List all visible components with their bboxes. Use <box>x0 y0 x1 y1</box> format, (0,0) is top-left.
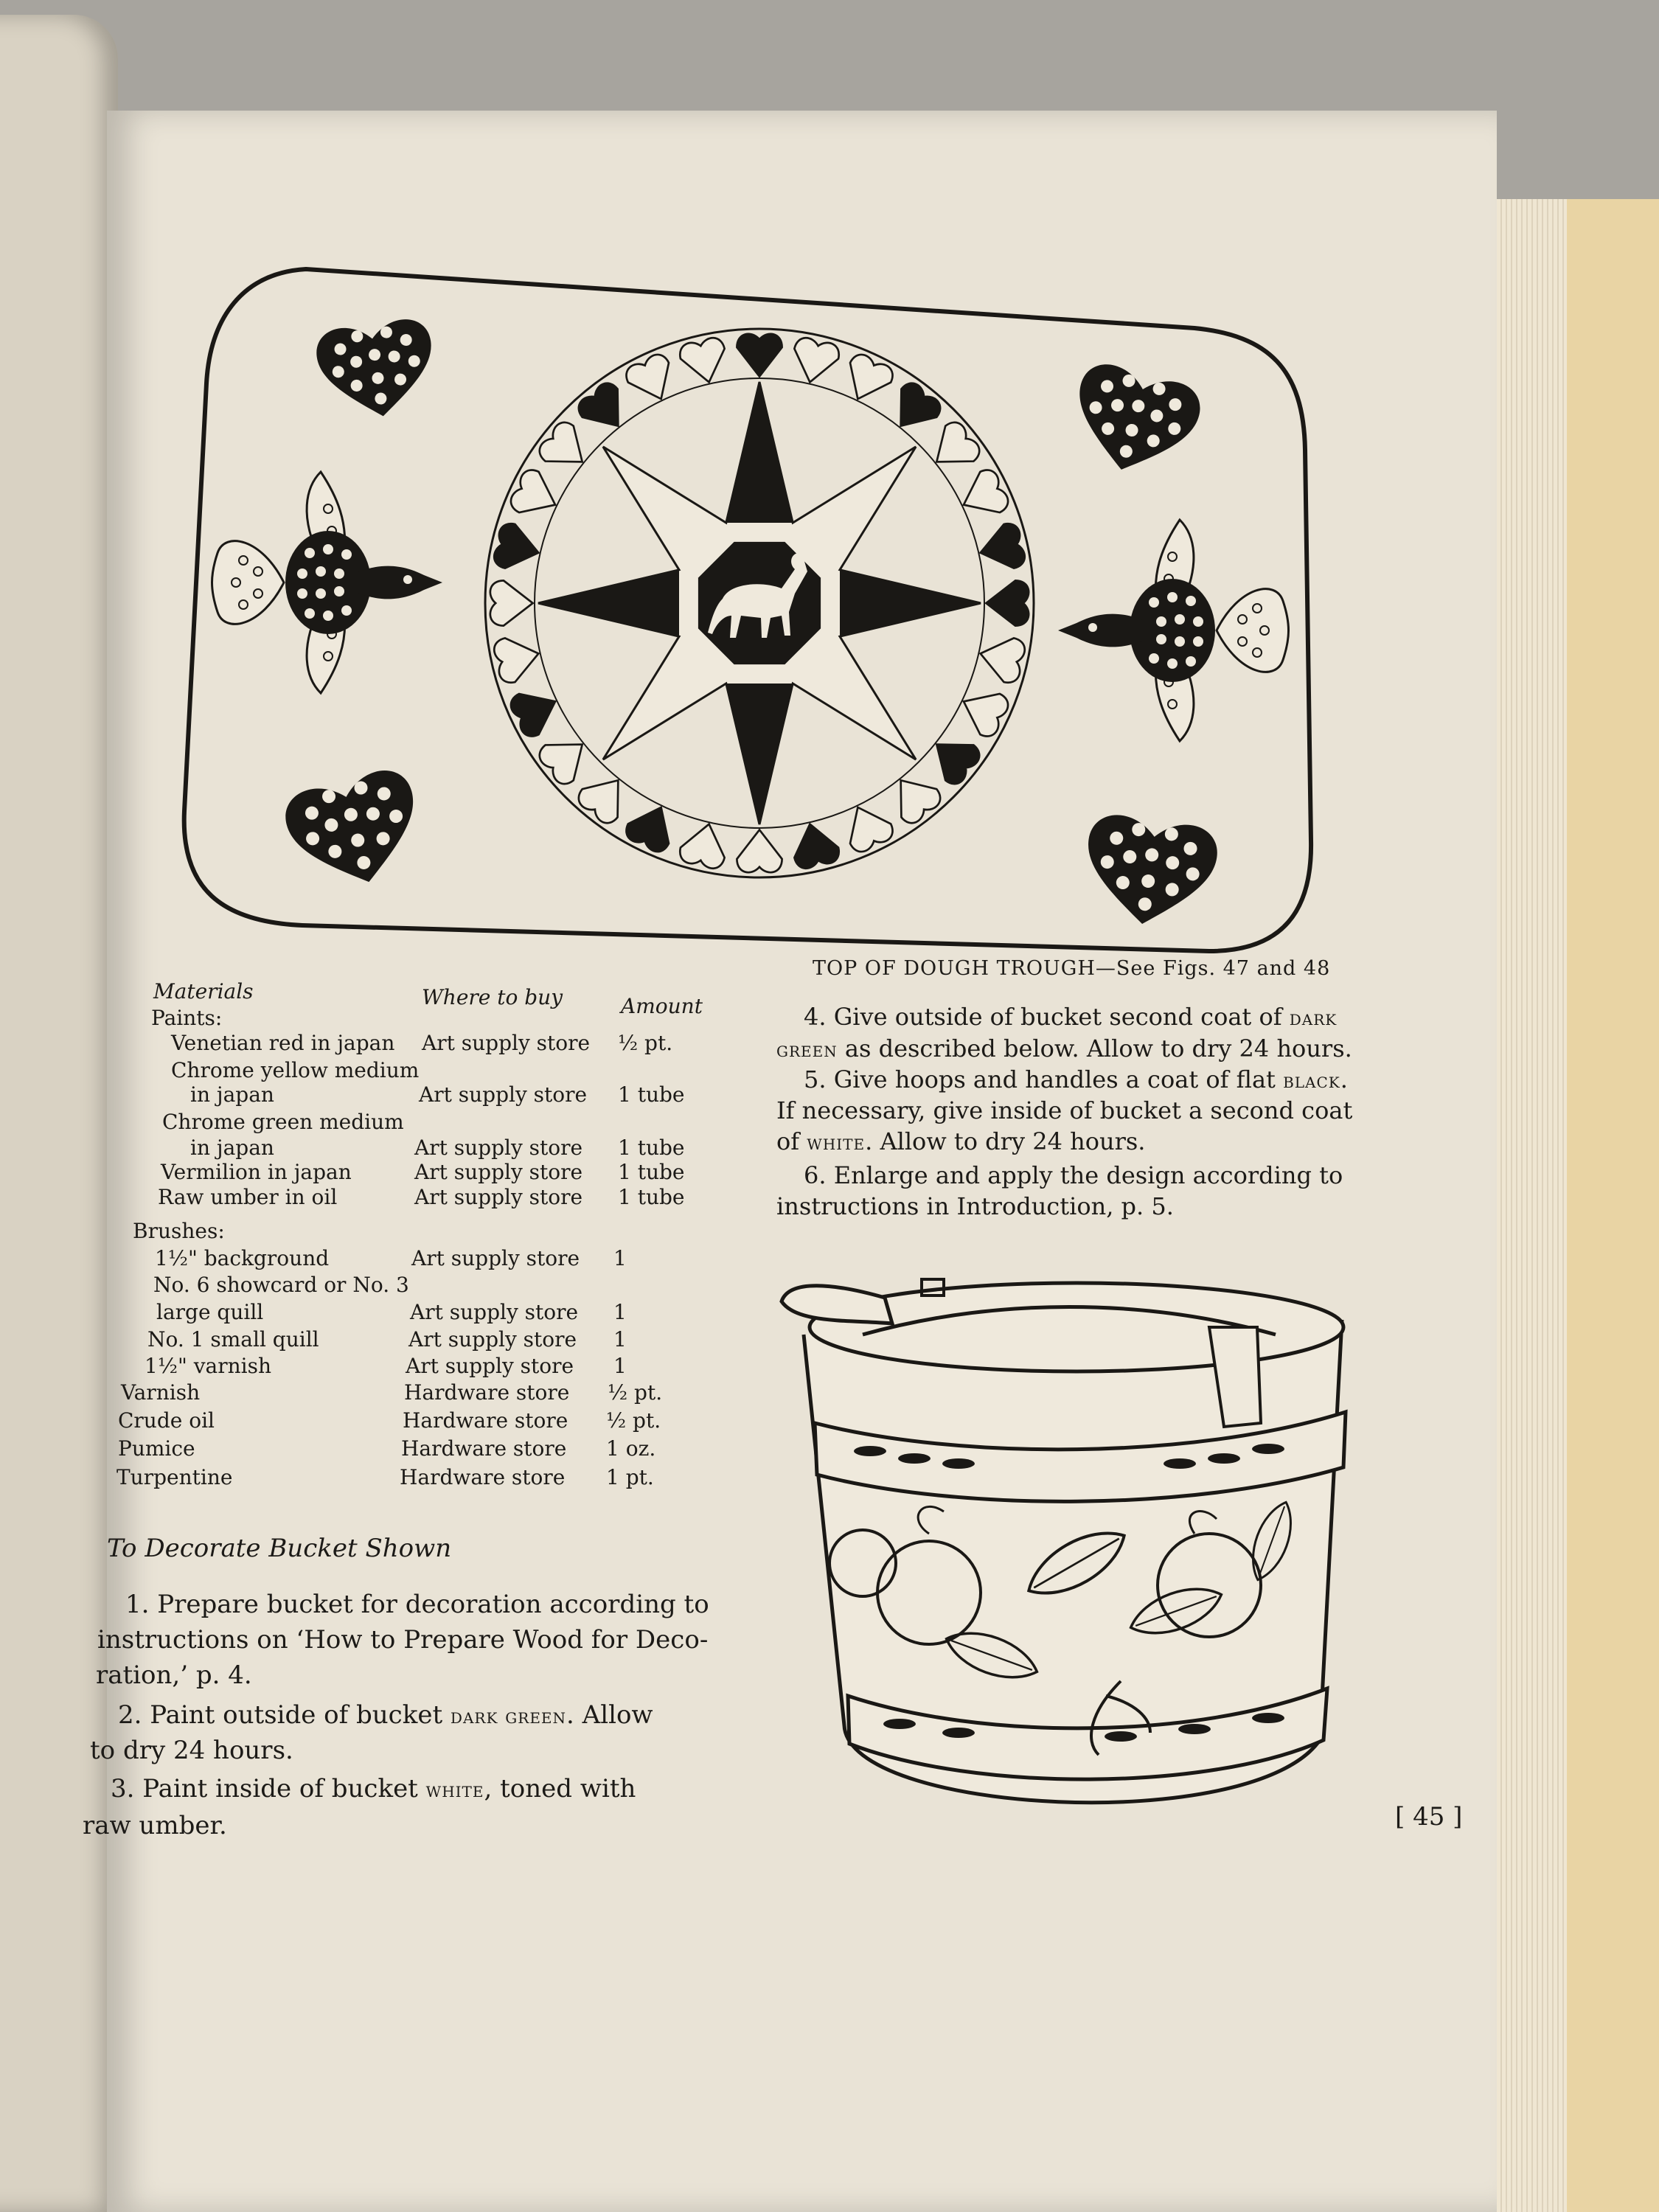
scallop <box>737 334 782 377</box>
material-amount: 1 tube <box>618 1160 685 1184</box>
material-item: Varnish <box>121 1380 201 1405</box>
material-item: Crude oil <box>118 1408 215 1433</box>
scallop <box>574 766 636 827</box>
material-source: Art supply store <box>410 1300 579 1324</box>
group-paints: Paints: <box>151 1006 223 1030</box>
material-source: Art supply store <box>411 1246 580 1270</box>
bird-left <box>212 472 443 693</box>
scallop <box>535 727 596 789</box>
material-item: Pumice <box>118 1436 195 1461</box>
material-amount: 1 <box>613 1246 627 1270</box>
step-4-line-1: 4. Give outside of bucket second coat of dark <box>804 1003 1338 1031</box>
material-source: Hardware store <box>400 1465 566 1489</box>
heart-bottom-right <box>1078 811 1221 933</box>
scallop <box>492 521 543 575</box>
scallop <box>788 819 842 871</box>
material-item: Chrome yellow medium <box>171 1058 420 1082</box>
step-5-line-1: 5. Give hoops and handles a coat of flat black. <box>804 1065 1348 1093</box>
scallop <box>883 378 945 439</box>
step-3-line-2: raw umber. <box>83 1811 227 1840</box>
material-source: Hardware store <box>403 1408 568 1433</box>
scallop <box>883 766 945 827</box>
star-point <box>538 570 679 636</box>
material-item: No. 1 small quill <box>147 1327 319 1352</box>
star-medallion <box>485 329 1034 877</box>
scallop <box>535 417 596 479</box>
scallop <box>986 580 1029 625</box>
step-2-line-2: to dry 24 hours. <box>90 1736 293 1765</box>
scallop <box>975 521 1027 575</box>
scallop <box>678 335 731 387</box>
section-heading: To Decorate Bucket Shown <box>107 1534 452 1563</box>
material-amount: ½ pt. <box>606 1408 661 1433</box>
step-1-line-2: instructions on ‘How to Prepare Wood for Deco- <box>97 1625 709 1655</box>
material-source: Art supply store <box>414 1160 583 1184</box>
heart-top-right <box>1062 358 1206 485</box>
material-item: 1½" background <box>155 1246 330 1270</box>
material-item: in japan <box>190 1082 274 1107</box>
step-5-line-2: If necessary, give inside of bucket a second coat <box>776 1096 1353 1124</box>
step-6-line-2: instructions in Introduction, p. 5. <box>776 1192 1174 1220</box>
material-item: large quill <box>156 1300 264 1324</box>
material-amount: 1 tube <box>618 1185 685 1209</box>
scallop <box>678 819 731 871</box>
material-amount: ½ pt. <box>618 1031 673 1055</box>
material-amount: 1 oz. <box>606 1436 656 1461</box>
page-number: [ 45 ] <box>1395 1802 1463 1832</box>
dough-trough-illustration <box>184 269 1311 951</box>
material-amount: 1 <box>613 1354 627 1378</box>
step-3-line-1: 3. Paint inside of bucket white, toned with <box>111 1774 636 1804</box>
heart-top-left <box>313 316 440 425</box>
material-item: Venetian red in japan <box>171 1031 395 1055</box>
scallop <box>975 632 1027 686</box>
scallop <box>490 580 533 625</box>
header-amount: Amount <box>621 994 703 1018</box>
group-brushes: Brushes: <box>133 1219 225 1243</box>
material-item: Raw umber in oil <box>158 1185 338 1209</box>
step-4-line-2: green as described below. Allow to dry 24 hours. <box>776 1034 1352 1062</box>
header-where-to-buy: Where to buy <box>422 985 563 1009</box>
step-1-line-3: ration,’ p. 4. <box>96 1660 252 1690</box>
star-point <box>726 382 793 523</box>
step-5-line-3: of white. Allow to dry 24 hours. <box>776 1127 1146 1155</box>
material-source: Art supply store <box>414 1185 583 1209</box>
material-item: Vermilion in japan <box>161 1160 352 1184</box>
scallop <box>922 417 984 479</box>
star-point <box>726 684 793 824</box>
material-source: Art supply store <box>422 1031 591 1055</box>
material-amount: 1 <box>613 1300 627 1324</box>
bucket-illustration <box>782 1279 1346 1803</box>
material-source: Art supply store <box>406 1354 574 1378</box>
material-source: Art supply store <box>414 1135 583 1160</box>
scallop <box>788 335 842 387</box>
material-source: Hardware store <box>401 1436 567 1461</box>
bird-right <box>1058 520 1289 741</box>
material-source: Art supply store <box>419 1082 588 1107</box>
step-2-line-1: 2. Paint outside of bucket dark green. Allow <box>118 1700 653 1730</box>
material-item: Chrome green medium <box>162 1110 404 1134</box>
step-6-line-1: 6. Enlarge and apply the design according to <box>804 1161 1343 1189</box>
heart-bottom-left <box>279 764 431 898</box>
material-item: in japan <box>190 1135 274 1160</box>
star-point <box>840 570 981 636</box>
material-amount: ½ pt. <box>608 1380 663 1405</box>
scallop <box>492 632 543 686</box>
figure-caption: TOP OF DOUGH TROUGH—See Figs. 47 and 48 <box>813 957 1331 980</box>
material-amount: 1 tube <box>618 1082 685 1107</box>
material-item: No. 6 showcard or No. 3 <box>153 1273 409 1297</box>
material-item: Turpentine <box>116 1465 233 1489</box>
material-source: Hardware store <box>404 1380 570 1405</box>
material-item: 1½" varnish <box>145 1354 272 1378</box>
scallop <box>574 378 636 439</box>
material-source: Art supply store <box>408 1327 577 1352</box>
scallop <box>737 830 782 872</box>
material-amount: 1 <box>613 1327 627 1352</box>
material-amount: 1 tube <box>618 1135 685 1160</box>
step-1-line-1: 1. Prepare bucket for decoration according to <box>125 1590 709 1619</box>
header-materials: Materials <box>153 979 254 1004</box>
material-amount: 1 pt. <box>606 1465 654 1489</box>
scallop <box>922 727 984 789</box>
